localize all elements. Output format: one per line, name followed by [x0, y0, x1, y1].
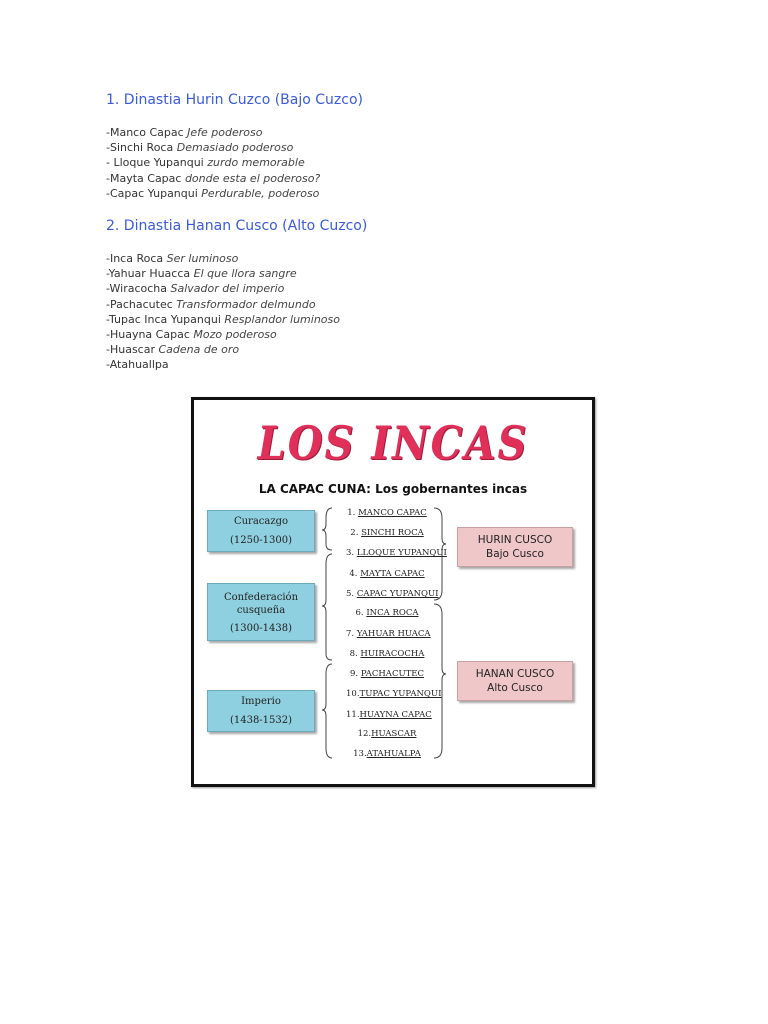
brace-lines — [320, 504, 348, 764]
ruler-item: 11.HUAYNA CAPAC — [346, 710, 432, 720]
list-item: -Huascar Cadena de oro — [106, 343, 240, 357]
ruler-item: 7. YAHUAR HUACA — [346, 629, 431, 639]
section2-list — [106, 251, 340, 373]
list-item: - Lloque Yupanqui zurdo memorable — [106, 156, 305, 170]
incas-diagram-image — [191, 397, 595, 787]
list-item: -Wiracocha Salvador del imperio — [106, 282, 285, 296]
ruler-item: 10.TUPAC YUPANQUI — [346, 689, 442, 699]
list-item: -Yahuar Huacca El que llora sangre — [106, 267, 297, 281]
region-box-hurin: HURIN CUSCO Bajo Cusco — [457, 527, 573, 567]
brace-lines-right — [430, 504, 458, 764]
ruler-item: 12.HUASCAR — [357, 729, 417, 739]
ruler-item: 3. LLOQUE YUPANQUI — [346, 548, 447, 558]
section2-heading: 2. Dinastia Hanan Cusco (Alto Cuzco) — [106, 218, 368, 234]
period-box-confederacion: Confederación cusqueña (1300-1438) — [207, 583, 315, 641]
list-item: -Inca Roca Ser luminoso — [106, 252, 239, 265]
section1-list — [106, 125, 320, 201]
list-item: -Pachacutec Transformador delmundo — [106, 297, 316, 311]
ruler-item: 1. MANCO CAPAC — [347, 508, 427, 518]
ruler-item: 2. SINCHI ROCA — [350, 528, 424, 538]
ruler-item: 6. INCA ROCA — [355, 608, 419, 618]
ruler-item: 8. HUIRACOCHA — [349, 649, 425, 659]
ruler-item: 5. CAPAC YUPANQUI — [346, 589, 439, 599]
period-box-imperio: Imperio (1438-1532) — [207, 690, 315, 732]
list-item: -Mayta Capac donde esta el poderoso? — [106, 171, 321, 185]
period-box-curacazgo: Curacazgo (1250-1300) — [207, 510, 315, 552]
figure-subtitle: LA CAPAC CUNA: Los gobernantes incas — [258, 482, 528, 496]
list-item: -Manco Capac Jefe poderoso — [106, 126, 263, 139]
ruler-item: 13.ATAHUALPA — [353, 749, 421, 759]
ruler-item: 4. MAYTA CAPAC — [349, 569, 425, 579]
list-item: -Huayna Capac Mozo poderoso — [106, 328, 277, 342]
section1-heading: 1. Dinastia Hurin Cuzco (Bajo Cuzco) — [106, 92, 363, 108]
list-item: -Sinchi Roca Demasiado poderoso — [106, 141, 294, 155]
ruler-item: 9. PACHACUTEC — [349, 669, 424, 679]
list-item: -Atahuallpa — [106, 358, 169, 372]
region-box-hanan: HANAN CUSCO Alto Cusco — [457, 661, 573, 701]
list-item: -Capac Yupanqui Perdurable, poderoso — [106, 186, 320, 200]
list-item: -Tupac Inca Yupanqui Resplandor luminoso — [106, 312, 340, 326]
figure-title: LOS INCAS — [257, 416, 529, 471]
